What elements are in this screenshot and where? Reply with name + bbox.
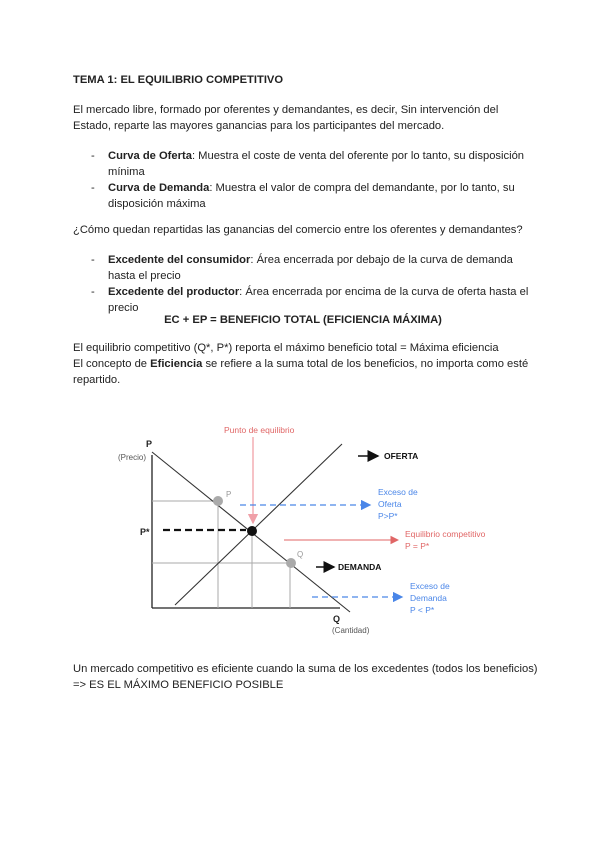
p-axis-label: P (146, 439, 153, 449)
exceso-oferta-condition: P>P* (378, 511, 398, 521)
point-q (286, 558, 296, 568)
point-p-label: P (226, 490, 232, 499)
bullet-term: Excedente del consumidor (108, 254, 251, 266)
p-star-label: P* (140, 527, 150, 537)
equilibrium-point (247, 526, 257, 536)
conclusion-paragraph: Un mercado competitivo es eficiente cuando la suma de los excedentes (todos los beneficios) => ES EL MÁXIMO BENEFICIO POSIBLE (73, 663, 538, 691)
exceso-oferta-label: Exceso de (378, 487, 418, 497)
question-paragraph: ¿Cómo quedan repartidas las ganancias del comercio entre los oferentes y demandantes? (73, 224, 523, 236)
point-q-label: Q (297, 550, 304, 559)
bullet-text: : Área encerrada por encima de la curva de oferta hasta el precio (108, 286, 529, 314)
exceso-demanda-condition: P < P* (410, 605, 435, 615)
equilibrio-competitivo-condition: P = P* (405, 541, 430, 551)
efficiency-term: Eficiencia (150, 358, 203, 370)
page-title: TEMA 1: EL EQUILIBRIO COMPETITIVO (73, 74, 284, 86)
bullet-term: Curva de Oferta (108, 150, 192, 162)
exceso-demanda-label: Exceso de (410, 581, 450, 591)
efficiency-pre: El concepto de (73, 358, 151, 370)
equilibrio-competitivo-label: Equilibrio competitivo (405, 529, 486, 539)
point-p (213, 496, 223, 506)
bullet-dash: - (91, 182, 95, 194)
bullet-dash: - (91, 254, 95, 266)
bullet-dash: - (91, 150, 95, 162)
supply-curve (175, 444, 342, 605)
formula: EC + EP = BENEFICIO TOTAL (EFICIENCIA MÁXIMA) (164, 314, 442, 326)
q-axis-sublabel: (Cantidad) (332, 626, 370, 635)
exceso-demanda-label: Demanda (410, 593, 447, 603)
intro-paragraph: El mercado libre, formado por oferentes y demandantes, es decir, Sin intervención del Estado, reparte las mayores ganancias para los participantes del mercado. (73, 104, 499, 132)
bullet-text: : Muestra el coste de venta del oferente por lo tanto, su disposición mínima (108, 150, 525, 178)
bullet-term: Curva de Demanda (108, 182, 210, 194)
demanda-label: DEMANDA (338, 562, 382, 572)
bullet-text: : Muestra el valor de compra del demandante, por lo tanto, su disposición máxima (108, 182, 515, 210)
punto-equilibrio-label: Punto de equilibrio (224, 425, 295, 435)
bullet-term: Excedente del productor (108, 286, 240, 298)
p-axis-sublabel: (Precio) (118, 453, 147, 462)
q-axis-label: Q (333, 614, 341, 624)
oferta-label: OFERTA (384, 451, 419, 461)
bullet-text: : Área encerrada por debajo de la curva de demanda hasta el precio (108, 254, 513, 282)
bullet-dash: - (91, 286, 95, 298)
exceso-oferta-label: Oferta (378, 499, 402, 509)
equilibrium-paragraph: El equilibrio competitivo (Q*, P*) reporta el máximo beneficio total = Máxima eficiencia (73, 342, 499, 354)
efficiency-post: se refiere a la suma total de los beneficios, no importa como esté repartido. (73, 358, 529, 386)
